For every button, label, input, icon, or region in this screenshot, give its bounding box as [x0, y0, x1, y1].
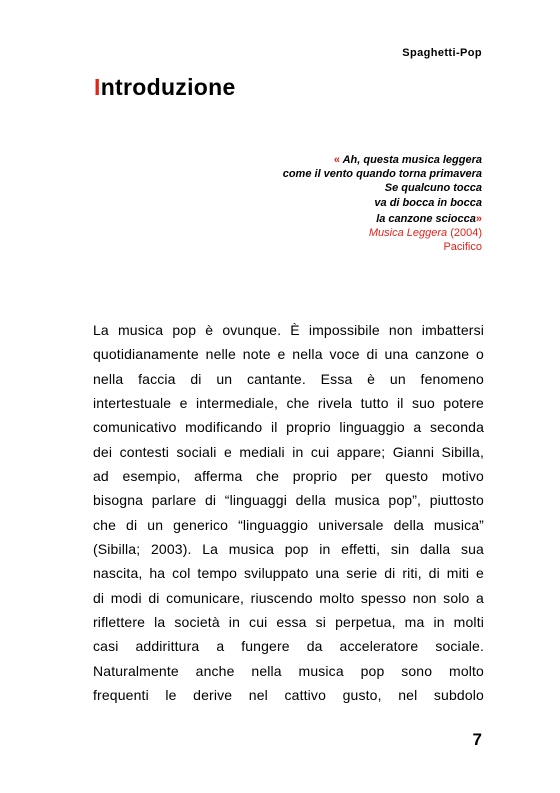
chapter-title-initial: I	[94, 74, 101, 100]
epigraph-verse: va di bocca in bocca	[374, 196, 482, 209]
running-header: Spaghetti-Pop	[402, 47, 482, 59]
epigraph-open-quote: «	[333, 154, 340, 166]
body-line: Naturalmente anche nella musica pop sono molto	[93, 662, 484, 679]
body-line: che di un generico “linguaggio universale della musica”	[93, 516, 484, 533]
body-paragraph	[93, 318, 484, 708]
epigraph-verse: come il vento quando torna primavera	[282, 168, 482, 181]
epigraph-verse	[283, 212, 482, 226]
body-line: riflettere la società in cui essa si perpetua, ma in molti	[93, 614, 484, 631]
epigraph-close-quote: »	[475, 212, 482, 225]
epigraph-verse	[283, 153, 482, 167]
body-line: La musica pop è ovunque. È impossibile non imbattersi	[93, 322, 484, 338]
page-number: 7	[472, 730, 482, 749]
epigraph-verse-text: Ah, questa musica leggera	[339, 154, 482, 166]
epigraph-source-work: Musica Leggera	[368, 227, 448, 240]
epigraph-source-year: (2004)	[447, 227, 482, 240]
body-line: di modi di comunicare, riuscendo molto spesso non solo a	[93, 589, 484, 606]
chapter-title-rest: ntroduzione	[100, 74, 236, 100]
body-line: nella faccia di un cantante. Essa è un fenomeno	[93, 370, 484, 387]
body-line: nascita, ha col tempo sviluppato una serie di riti, di miti e	[93, 565, 484, 582]
body-line: comunicativo modificando il proprio linguaggio a seconda	[93, 419, 484, 436]
body-line: dei contesti sociali e mediali in cui appare; Gianni Sibilla,	[93, 443, 484, 460]
epigraph-verse: Se qualcuno tocca	[384, 182, 482, 195]
epigraph-source	[283, 226, 482, 240]
body-line: intertestuale e intermediale, che rivela tutto il suo potere	[93, 395, 484, 412]
epigraph-verse-text: la canzone sciocca	[376, 212, 476, 225]
body-line: (Sibilla; 2003). La musica pop in effetti, sin dalla sua	[93, 541, 484, 558]
body-line: casi addirittura a fungere da acceleratore sociale.	[93, 638, 484, 655]
body-line: quotidianamente nelle note e nella voce di una canzone o	[93, 346, 484, 363]
chapter-title	[94, 74, 236, 101]
body-line: bisogna parlare di “linguaggi della musica pop”, piuttosto	[93, 492, 484, 509]
body-line: ad esempio, afferma che proprio per questo motivo	[93, 468, 484, 485]
epigraph	[283, 153, 482, 254]
epigraph-source-artist: Pacifico	[443, 241, 482, 254]
body-line: frequenti le derive nel cattivo gusto, nel subdolo	[93, 687, 484, 704]
